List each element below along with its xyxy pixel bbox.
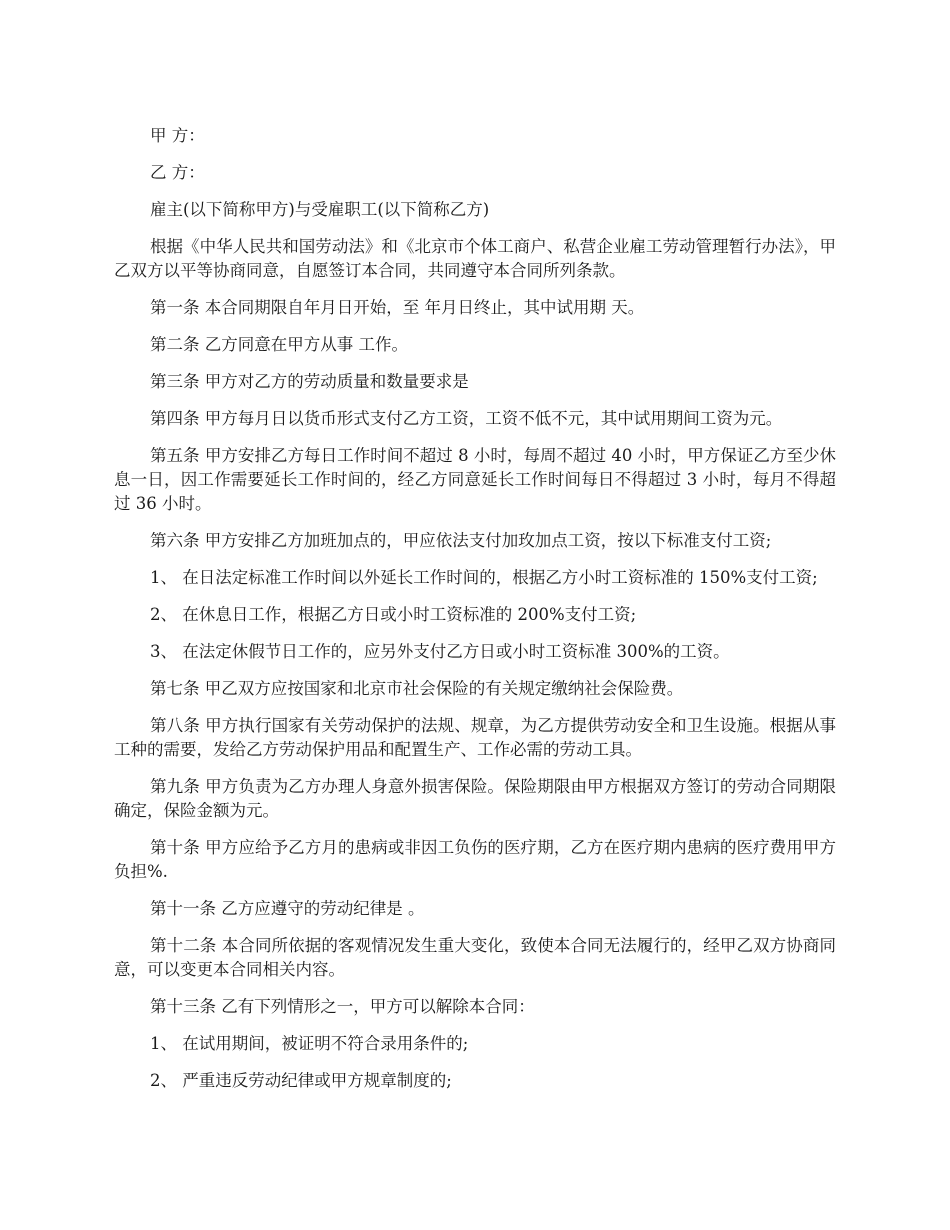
article-11: 第十一条 乙方应遵守的劳动纪律是 。 bbox=[150, 899, 425, 918]
article-7: 第七条 甲乙双方应按国家和北京市社会保险的有关规定缴纳社会保险费。 bbox=[150, 679, 684, 698]
party-a-line: 甲 方： bbox=[150, 126, 205, 145]
parties-definition: 雇主(以下简称甲方)与受雇职工(以下简称乙方) bbox=[150, 200, 490, 219]
article-6-item-3: 3、 在法定休假节日工作的，应另外支付乙方日或小时工资标准 300%的工资。 bbox=[150, 642, 730, 661]
article-13: 第十三条 乙有下列情形之一，甲方可以解除本合同： bbox=[150, 997, 535, 1016]
preamble: 根据《中华人民共和国劳动法》和《北京市个体工商户、私营企业雇工劳动管理暂行办法》，甲乙双方以平等协商同意，自愿签订本合同，共同遵守本合同所列条款。 bbox=[114, 237, 836, 280]
article-6: 第六条 甲方安排乙方加班加点的，甲应依法支付加玫加点工资，按以下标准支付工资; bbox=[150, 531, 772, 550]
party-b-line: 乙 方： bbox=[150, 163, 205, 182]
article-8: 第八条 甲方执行国家有关劳动保护的法规、规章，为乙方提供劳动安全和卫生设施。根据从事工种的需要，发给乙方劳动保护用品和配置生产、工作必需的劳动工具。 bbox=[114, 716, 836, 759]
article-1: 第一条 本合同期限自年月日开始，至 年月日终止，其中试用期 天。 bbox=[150, 298, 645, 317]
article-2: 第二条 乙方同意在甲方从事 工作。 bbox=[150, 335, 408, 354]
article-6-item-1: 1、 在日法定标准工作时间以外延长工作时间的，根据乙方小时工资标准的 150%支付工资; bbox=[150, 568, 818, 587]
article-13-item-1: 1、 在试用期间，被证明不符合录用条件的; bbox=[150, 1034, 469, 1053]
article-12: 第十二条 本合同所依据的客观情况发生重大变化，致使本合同无法履行的，经甲乙双方协商同意，可以变更本合同相关内容。 bbox=[114, 936, 836, 979]
article-13-item-2: 2、 严重违反劳动纪律或甲方规章制度的; bbox=[150, 1071, 452, 1090]
article-5: 第五条 甲方安排乙方每日工作时间不超过 8 小时，每周不超过 40 小时，甲方保证乙方至少休息一日，因工作需要延长工作时间的，经乙方同意延长工作时间每日不得超过 3 小时，每月不得超过 36 小时。 bbox=[114, 446, 836, 513]
article-10: 第十条 甲方应给予乙方月的患病或非因工负伤的医疗期，乙方在医疗期内患病的医疗费用甲方负担%. bbox=[114, 838, 836, 881]
article-6-item-2: 2、 在休息日工作，根据乙方日或小时工资标准的 200%支付工资; bbox=[150, 605, 637, 624]
article-9: 第九条 甲方负责为乙方办理人身意外损害保险。保险期限由甲方根据双方签订的劳动合同期限确定，保险金额为元。 bbox=[114, 777, 836, 820]
article-4: 第四条 甲方每月日以货币形式支付乙方工资，工资不低不元，其中试用期间工资为元。 bbox=[150, 409, 783, 428]
article-3: 第三条 甲方对乙方的劳动质量和数量要求是 bbox=[150, 372, 469, 391]
